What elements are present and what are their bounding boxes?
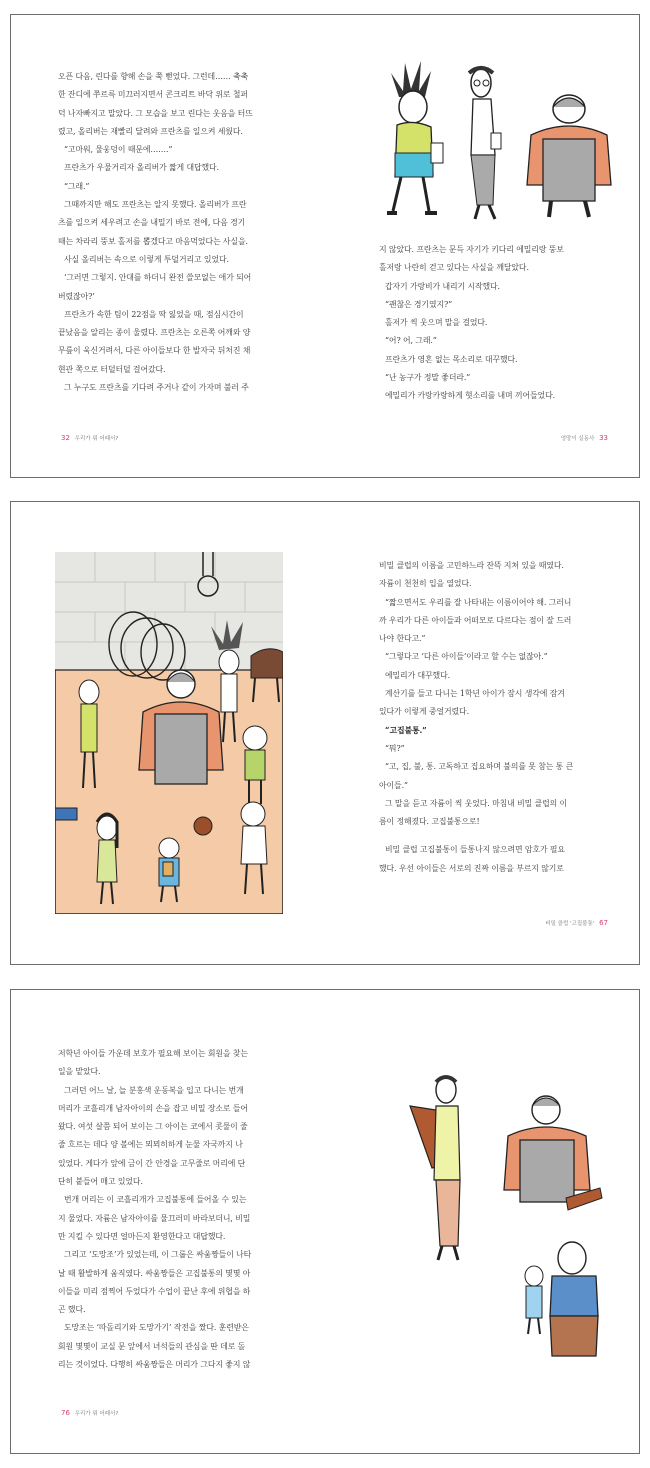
girl-with-bat-figure: [410, 1077, 460, 1260]
book-spread-pages-32-33: [10, 14, 640, 478]
text-line: 홀저랑 나란히 걷고 있다는 사실을 깨달았다.: [379, 263, 529, 273]
text-line: 갑자기 가랑비가 내리기 시작했다.: [385, 281, 500, 291]
text-line: 현관 쪽으로 터덜터덜 걸어갔다.: [58, 364, 166, 374]
blue-bench: [55, 808, 77, 820]
book-spread-page-67: [10, 501, 640, 965]
text-line: 했다. 우선 아이들은 서로의 진짜 이름을 부르지 않기로: [379, 863, 564, 873]
text-line: “고집불통.”: [385, 725, 427, 735]
text-line: ‘그러면 그렇지. 안대를 하더니 완전 쓸모없는 애가 되어: [64, 273, 252, 283]
text-line: 단히 붙들어 매고 있었다.: [58, 1177, 143, 1187]
text-line: 비밀 클럽의 이름을 고민하느라 잔뜩 지쳐 있을 때였다.: [379, 561, 564, 570]
page-32-text: [58, 68, 253, 397]
text-line: 그리고 ‘도망조’가 있었는데, 이 그룹은 싸움짱들이 나타: [64, 1250, 252, 1260]
text-line: 그러던 어느 날, 늘 분홍색 운동복을 입고 다니는 번개: [64, 1085, 244, 1095]
text-line: 때는 차라리 뚱보 홀저를 뽑겠다고 마음먹었다는 사실을.: [58, 236, 248, 246]
text-line: “어? 어, 그래.”: [385, 336, 437, 346]
text-line: “그렇다고 ‘다른 아이들’이라고 할 수는 없잖아.”: [385, 652, 548, 662]
text-line: 사실 올리버는 속으로 이렇게 투덜거리고 있었다.: [64, 254, 229, 264]
text-line: 일을 맡았다.: [58, 1067, 101, 1077]
text-line: 에밀리가 대꾸했다.: [385, 670, 450, 680]
text-line: 덕 나자빠지고 말았다. 그 모습을 보고 린다는 웃음을 터뜨: [58, 108, 253, 118]
text-line: 무릎이 욱신거려서, 다른 아이들보다 한 발자국 뒤처진 채: [58, 346, 251, 356]
page-number: 33: [599, 434, 608, 442]
text-line: 이들을 미리 점찍어 두었다가 수업이 끝난 후에 위협을 하: [58, 1286, 251, 1296]
text-line: 에밀리가 카랑카랑하게 혓소리를 내며 끼어들었다.: [385, 391, 556, 401]
text-line: [379, 831, 573, 841]
text-line: 있었다. 게다가 앞에 금이 간 안경을 고무줄로 머리에 단: [58, 1158, 246, 1168]
text-line: 아이들.”: [379, 780, 408, 790]
book-title-running-head: 우리가 뭐 어때서?: [74, 436, 119, 442]
big-boy-figure: [527, 95, 611, 217]
text-line: 저학년 아이들 가운데 보호가 필요해 보이는 회원을 찾는: [58, 1049, 248, 1058]
big-kid-apron-figure: [504, 1096, 602, 1210]
confrontation-illustration: [396, 1070, 606, 1360]
text-line: 한 잔디에 쭈르륵 미끄러지면서 콘크리트 바닥 위로 철퍼: [58, 90, 248, 100]
text-line: 곤 했다.: [58, 1305, 86, 1315]
page-76-folio: [58, 1409, 118, 1417]
text-line: 름이 정해졌다. 고집불통으로!: [379, 817, 480, 827]
text-line: 자륨이 천천히 입을 열었다.: [379, 579, 472, 589]
text-line: 머리가 코흘리개 남자아이의 손을 잡고 비밀 장소로 들어: [58, 1103, 248, 1113]
walking-kids-illustration: [371, 55, 621, 225]
page-67-folio: [545, 919, 611, 927]
page-33-text: [379, 241, 564, 406]
text-line: 번개 머리는 이 코흘리개가 고집불통에 들어올 수 있는: [64, 1195, 247, 1205]
page-number: 67: [599, 919, 608, 927]
text-line: “고마워, 물웅덩이 때문에…….”: [64, 145, 173, 155]
spiky-hair-boy-figure: [387, 61, 443, 213]
tall-girl-figure: [469, 68, 501, 219]
gym-scene-illustration: [55, 552, 283, 914]
text-line: 츠를 일으켜 세우려고 손을 내밀기 바로 전에, 다음 경기: [58, 218, 246, 228]
text-line: 끝났음을 알리는 종이 울렸다. 프란츠는 오른쪽 어깨와 양: [58, 328, 251, 338]
page-67-text: [379, 557, 573, 878]
text-line: 줄 흐르는 데다 양 볼에는 뫼뫼히하게 눈물 자국까지 나: [58, 1140, 243, 1150]
text-line: 왔다. 여섯 살쯤 되어 보이는 그 아이는 코에서 콧물이 줄: [58, 1122, 248, 1132]
chapter-running-head: 비밀 클럽 '고집불통': [545, 921, 595, 927]
page-number: 32: [61, 434, 70, 442]
text-line: “짧으면서도 우리를 잘 나타내는 이름이어야 해. 그러니: [385, 597, 572, 607]
book-title-running-head: 우리가 뭐 어때서?: [74, 1411, 119, 1417]
page-76-text: [58, 1045, 251, 1374]
text-line: 있다가 이렇게 중얼거렸다.: [379, 707, 469, 717]
text-line: 프란츠가 영혼 없는 목소리로 대꾸했다.: [385, 354, 518, 364]
page-32-folio: [58, 434, 118, 442]
text-line: 까 우리가 다른 아이들과 어떠모로 다르다는 점이 잘 드러: [379, 615, 572, 625]
text-line: “괜찮은 경기였지?”: [385, 299, 453, 309]
text-line: 지 물었다. 자륨은 남자아이를 물끄러미 바라보더니, 비밀: [58, 1213, 251, 1223]
text-line: 그때까지만 해도 프란츠는 알지 못했다. 올리버가 프란: [64, 200, 247, 210]
text-line: 그 말을 듣고 자륨이 씩 웃었다. 마침내 비밀 클럽의 이: [385, 798, 568, 808]
text-line: 버렸잖아?’: [58, 291, 95, 301]
text-line: 계산기를 들고 다니는 1학년 아이가 잠시 생각에 잠겨: [385, 689, 565, 699]
text-line: “난 농구가 정말 좋더라.”: [385, 373, 471, 383]
page-number: 76: [61, 1409, 70, 1417]
text-line: 프란츠가 우물거리자 올리버가 짧게 대답했다.: [64, 163, 219, 173]
basketball: [194, 817, 212, 835]
text-line: 회원 몇몇이 교실 문 앞에서 녀석들의 관심을 딴 데로 돌: [58, 1341, 246, 1351]
text-line: 프란츠가 속한 팀이 22점을 딱 잃었을 때, 점심시간이: [64, 309, 244, 319]
text-line: “뭐?”: [385, 743, 405, 753]
text-line: 나야 한다고.”: [379, 634, 426, 644]
text-line: “고, 집, 불, 통. 고독하고 집요하며 불의를 못 참는 통 큰: [385, 762, 574, 772]
man-holding-child-figure: [525, 1242, 598, 1356]
text-line: 오픈 다음, 린다를 향해 손을 쭉 뻗었다. 그런데…… 축축: [58, 72, 249, 81]
text-line: 렸고, 올리버는 재빨리 달려와 프란츠를 일으켜 세웠다.: [58, 126, 243, 136]
text-line: 그 누구도 프란츠를 기다려 주거나 같이 가자며 불러 주: [64, 383, 249, 393]
text-line: 비밀 클럽 고집불통이 들통나지 않으려면 암호가 필요: [385, 845, 565, 855]
text-line: 홀저가 씩 웃으며 말을 걸었다.: [385, 318, 488, 328]
page-33-folio: [561, 434, 611, 442]
text-line: 지 않았다. 프란츠는 문득 자기가 키다리 에밀리랑 뚱보: [379, 245, 564, 254]
book-spread-page-76: [10, 989, 640, 1454]
text-line: 리는 것이었다. 다행히 싸움짱들은 머리가 그다지 좋지 않: [58, 1360, 251, 1370]
text-line: 도망조는 ‘따돌리기와 도망가기’ 작전을 짰다. 훈련받은: [64, 1323, 249, 1333]
text-line: 날 때 활발하게 움직였다. 싸움짱들은 고집불통의 몇몇 아: [58, 1268, 251, 1278]
chapter-running-head: 엉망이 실동사: [560, 436, 595, 442]
text-line: 만 지킬 수 있다면 얼마든지 환영한다고 대답했다.: [58, 1231, 226, 1241]
text-line: “그래.”: [64, 181, 90, 191]
